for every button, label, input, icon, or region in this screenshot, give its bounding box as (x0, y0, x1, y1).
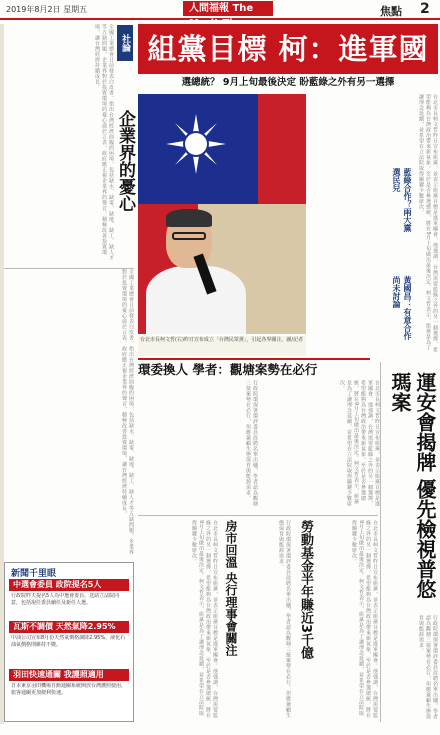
speaker-glasses (172, 232, 206, 240)
white-sun-icon (166, 114, 226, 174)
section-rule (138, 515, 378, 516)
labor-fund-body: 台北市長柯文哲昨日宣布組黨，並表示組黨目標是進軍國會。他強調，台灣需要藍綠之外的另一個選擇，希望能夠為台灣政治帶來新氣象，至於是否參選總統，將在9月上旬做出最後決定。柯文哲表示，組黨是為了讓理念延續，並希望在立法院取得關鍵少數席次。 (351, 520, 378, 718)
speaker-hair (166, 209, 212, 227)
environment-body: 行政院環保署環評委員改聘名單出爐，學者認為觀塘三接案勢在必行，但應兼顧生態保育與能源需求。 (245, 380, 258, 507)
page-number: 2 (420, 1, 430, 17)
news-brief-panel (4, 562, 134, 722)
brief-heading-3: 羽田快速通關 我護照適用 (9, 669, 129, 681)
brief-heading-2: 瓦斯不調價 天然氣降2.95% (9, 621, 129, 633)
lead-headline: 組黨目標 柯：進軍國 (138, 24, 438, 74)
lead-subheading-2: 黃國昌：有意合作尚未討論 (392, 276, 412, 340)
editorial-body: 全國工業總會日前發表白皮書，指出台灣經濟面臨的困境，包括缺水、缺電、缺地、缺工、缺人才等五缺問題，企業界對於投資環境的憂心溢於言表。政府應正視企業界的聲音，積極改善投資環境，讓台灣經濟持續成長。 (94, 24, 114, 261)
lead-subheading-1: 藍綠合作？兩大黨選民兒 (392, 168, 412, 232)
lead-body: 台北市長柯文哲昨日宣布組黨，並表示組黨目標是進軍國會。他強調，台灣需要藍綠之外的另一個選擇，希望能夠為台灣政治帶來新氣象，至於是否參選總統，將在9月上旬做出最後決定。柯文哲表示，組黨是為了讓理念延續，並希望在立法院取得關鍵少數席次。 (418, 94, 438, 353)
speaker-body (146, 266, 246, 334)
housing-headline: 房市回溫 央行理事會關注 (224, 520, 238, 657)
column-rule (380, 362, 381, 722)
section-name: 焦點 (380, 5, 402, 18)
labor-fund-headline: 勞動基金半年賺近3千億 (298, 520, 313, 660)
lead-subhead: 選總統？ 9月上旬最後決定 盼藍綠之外有另一選擇 (181, 77, 395, 88)
editorial-body-continued: 全國工業總會日前發表白皮書，指出台灣經濟面臨的困境，包括缺水、缺電、缺地、缺工、缺人才等五缺問題，企業界對於投資環境的憂心溢於言表。政府應正視企業界的聲音，積極改善投資環境，讓台灣經濟持續成長。 (4, 268, 134, 558)
labor-body: 台北市長柯文哲昨日宣布組黨，並表示組黨目標是進軍國會。他強調，台灣需要藍綠之外的另一個選擇，希望能夠為台灣政治帶來新氣象，至於是否參選總統，將在9月上旬做出最後決定。柯文哲表示，組黨是為了讓理念延續，並希望在立法院取得關鍵少數席次。 (339, 380, 380, 507)
news-brief-title: 新聞千里眼 (11, 569, 57, 579)
transport-safety-headline: 運安會揭牌 優先檢視普悠瑪案 (388, 372, 437, 599)
editorial-title: 企業界的憂心 (115, 110, 135, 212)
lead-photo (138, 94, 306, 334)
environment-headline: 環委換人 學者：觀塘案勢在必行 (138, 358, 370, 378)
housing-body: 台北市長柯文哲昨日宣布組黨，並表示組黨目標是進軍國會。他強調，台灣需要藍綠之外的另一個選擇，希望能夠為台灣政治帶來新氣象，至於是否參選總統，將在9月上旬做出最後決定。柯文哲表示，組黨是為了讓理念延續，並希望在立法院取得關鍵少數席次。 (191, 520, 218, 718)
masthead-logo: 人間福報 The (183, 1, 273, 16)
brief-text-1: 行政院昨天提名5人為中選會委員，送請立法院同意，包括現任委員續任及新任人選。 (11, 593, 120, 606)
brief-text-3: 日本東京羽田機場自動通關系統開放台灣護照使用，旅客通關更加便利快速。 (11, 683, 127, 696)
labor-fund-body-continued: 行政院環保署環評委員改聘名單出爐，學者認為觀塘三接案勢在必行，但應兼顧生態保育與能源需求。 (278, 520, 291, 718)
transport-safety-body: 行政院環保署環評委員改聘名單出爐，學者認為觀塘三接案勢在必行，但應兼顧生態保育與能源需求。 (418, 615, 438, 720)
brief-heading-1: 中選會委員 政院提名5人 (9, 579, 129, 591)
brief-text-2: 中油公司宣布8月份天然氣價格調降2.95%，液化石油氣價格則維持不變。 (11, 635, 126, 648)
page-header (0, 0, 440, 20)
editorial-tag: 社論 (117, 25, 133, 61)
photo-caption: 台北市長柯文哲(右)昨日宣布成立「台灣民眾黨」，引起各界關注。圖/記者 (138, 336, 306, 356)
issue-date: 2019年8月2日 星期五 (6, 5, 88, 14)
